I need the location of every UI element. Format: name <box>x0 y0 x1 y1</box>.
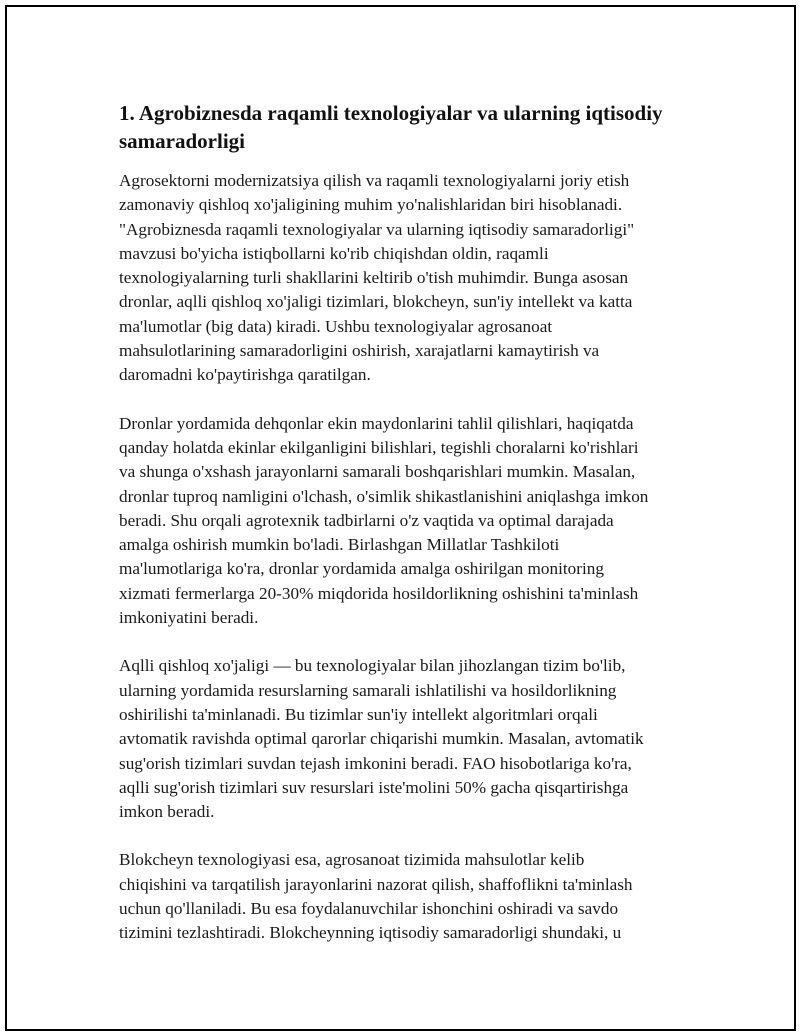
text-line: Aqlli qishloq xo'jaligi — bu texnologiyalar bilan jihozlangan tizim bo'lib, <box>119 656 626 676</box>
paragraph-intro <box>119 169 704 388</box>
text-line: Agrosektorni modernizatsiya qilish va raqamli texnologiyalarni joriy etish <box>119 171 630 190</box>
text-line: amalga oshirish mumkin bo'ladi. Birlashgan Millatlar Tashkiloti <box>119 535 560 555</box>
text-line: imkoniyatini beradi. <box>119 608 259 628</box>
paragraph-smart-farming <box>119 654 704 824</box>
text-line: oshirilishi ta'minlanadi. Bu tizimlar sun'iy intellekt algoritmlari orqali <box>119 704 598 724</box>
page-frame <box>5 5 796 1031</box>
text-line: mahsulotlarining samaradorligini oshirish, xarajatlarni kamaytirish va <box>119 341 600 361</box>
text-line: imkon beradi. <box>119 802 215 822</box>
text-line: ma'lumotlariga ko'ra, dronlar yordamida amalga oshirilgan monitoring <box>119 559 604 579</box>
text-line: daromadni ko'paytirishga qaratilgan. <box>119 365 371 385</box>
document-body <box>119 99 704 970</box>
text-line: avtomatik ravishda optimal qarorlar chiqarishi mumkin. Masalan, avtomatik <box>119 729 644 749</box>
text-line: zamonaviy qishloq xo'jaligining muhim yo'nalishlaridan biri hisoblanadi. <box>119 195 623 215</box>
title-line: samaradorligi <box>119 129 245 153</box>
text-line: mavzusi bo'yicha istiqbollarni ko'rib chiqishdan oldin, raqamli <box>119 243 549 263</box>
text-line: aqlli sug'orish tizimlari suv resurslari iste'molini 50% gacha qisqartirishga <box>119 777 629 797</box>
text-line: beradi. Shu orqali agrotexnik tadbirlarni o'z vaqtida va optimal darajada <box>119 510 614 530</box>
text-line: chiqishini va tarqatilish jarayonlarini nazorat qilish, shaffoflikni ta'minlash <box>119 874 633 894</box>
text-line: sug'orish tizimlari suvdan tejash imkonini beradi. FAO hisobotlariga ko'ra, <box>119 753 632 773</box>
text-line: tizimini tezlashtiradi. Blokcheynning iqtisodiy samaradorligi shundaki, u <box>119 923 622 943</box>
paragraph-drones <box>119 412 704 631</box>
text-line: Dronlar yordamida dehqonlar ekin maydonlarini tahlil qilishlari, haqiqatda <box>119 413 634 433</box>
text-line: uchun qo'llaniladi. Bu esa foydalanuvchilar ishonchini oshiradi va savdo <box>119 899 619 919</box>
text-line: texnologiyalarning turli shakllarini keltirib o'tish muhimdir. Bunga asosan <box>119 268 629 288</box>
text-line: dronlar, aqlli qishloq xo'jaligi tizimlari, blokcheyn, sun'iy intellekt va katta <box>119 292 633 312</box>
text-line: xizmati fermerlarga 20-30% miqdorida hosildorlikning oshishini ta'minlash <box>119 583 639 603</box>
paragraph-blockchain <box>119 848 704 945</box>
text-line: dronlar tuproq namligini o'lchash, o'simlik shikastlanishini aniqlashga imkon <box>119 486 649 506</box>
text-line: ma'lumotlar (big data) kiradi. Ushbu texnologiyalar agrosanoat <box>119 316 553 336</box>
title-line: 1. Agrobiznesda raqamli texnologiyalar va ularning iqtisodiy <box>119 101 663 125</box>
text-line: ularning yordamida resurslarning samarali ishlatilishi va hosildorlikning <box>119 680 617 700</box>
text-line: Blokcheyn texnologiyasi esa, agrosanoat tizimida mahsulotlar kelib <box>119 850 585 870</box>
text-line: "Agrobiznesda raqamli texnologiyalar va ularning iqtisodiy samaradorligi" <box>119 219 635 239</box>
text-line: qanday holatda ekinlar ekilganligini bilishlari, tegishli choralarni ko'rishlari <box>119 437 639 457</box>
text-line: va shunga o'xshash jarayonlarni samarali boshqarishlari mumkin. Masalan, <box>119 462 636 482</box>
section-title <box>119 99 704 155</box>
